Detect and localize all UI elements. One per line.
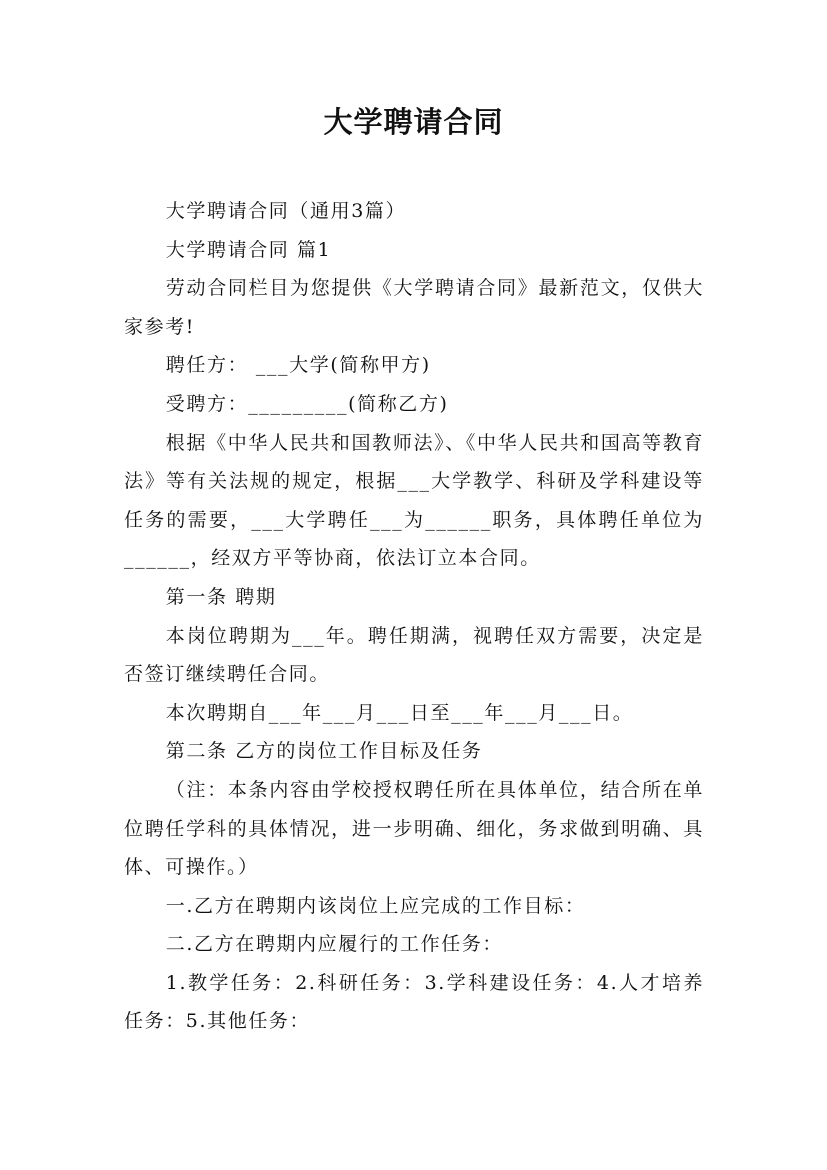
article-1-heading: 第一条 聘期	[165, 585, 277, 608]
document-title: 大学聘请合同	[323, 105, 504, 139]
paragraph-term-dates: 本次聘期自___年___月___日至___年___月___日。	[165, 701, 634, 724]
paragraph-intro: 劳动合同栏目为您提供《大学聘请合同》最新范文，仅供大家参考!	[124, 277, 704, 338]
paragraph-tasks: 二.乙方在聘期内应履行的工作任务：	[165, 933, 504, 956]
paragraph-basis: 根据《中华人民共和国教师法》、《中华人民共和国高等教育法》等有关法规的规定，根据___大学教学、科研及学科建设等任务的需要，___大学聘任___为______职务，具体聘任单位为______，经双方平等协商，依法订立本合同。	[124, 431, 704, 570]
paragraph-subtitle: 大学聘请合同（通用3篇）	[165, 200, 407, 222]
paragraph-note: （注：本条内容由学校授权聘任所在具体单位，结合所在单位聘任学科的具体情况，进一步明确、细化，务求做到明确、具体、可操作。）	[124, 778, 704, 879]
paragraph-employer: 聘任方： ___大学(简称甲方)	[165, 354, 431, 377]
article-2-heading: 第二条 乙方的岗位工作目标及任务	[165, 740, 483, 763]
paragraph-employee: 受聘方：_________(简称乙方)	[165, 392, 449, 415]
paragraph-task-list: 1.教学任务：2.科研任务：3.学科建设任务：4.人才培养任务：5.其他任务：	[124, 971, 704, 1033]
paragraph-term: 本岗位聘期为___年。聘任期满，视聘任双方需要，决定是否签订继续聘任合同。	[124, 624, 704, 686]
paragraph-goals: 一.乙方在聘期内该岗位上应完成的工作目标：	[165, 894, 586, 917]
document-body	[124, 192, 704, 1041]
paragraph-section-heading: 大学聘请合同 篇1	[165, 238, 332, 261]
